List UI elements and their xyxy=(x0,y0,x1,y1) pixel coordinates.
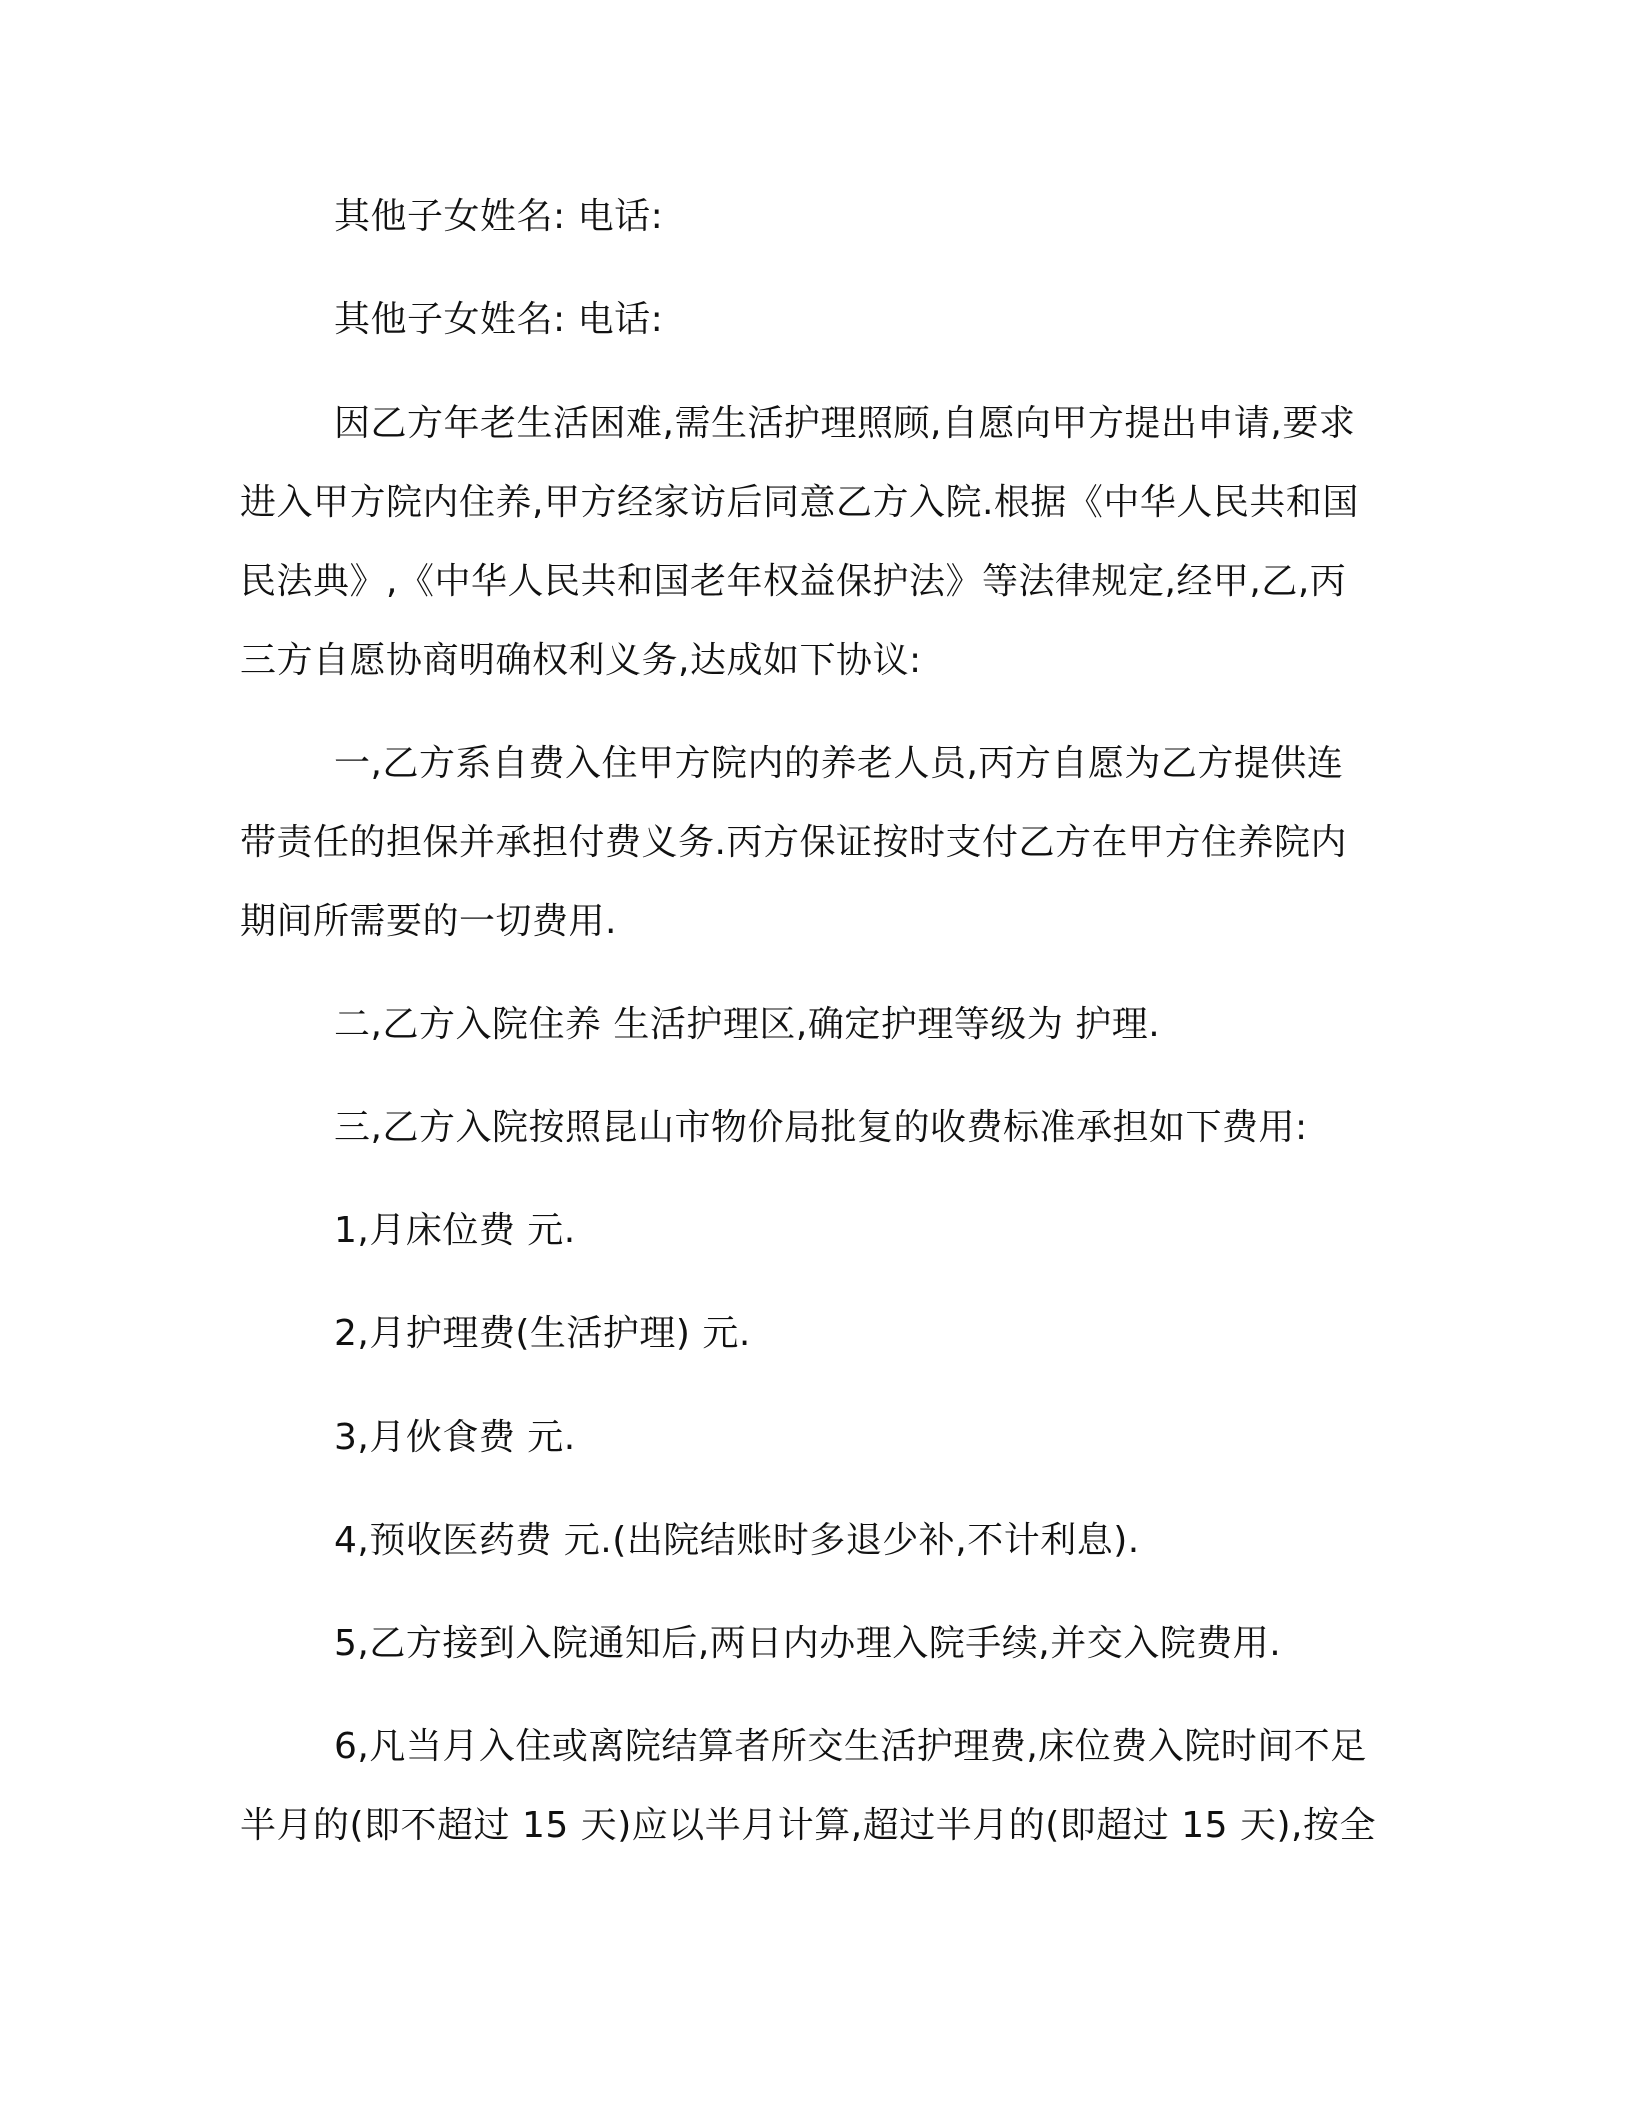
fee-item-1: 1,月床位费 元. xyxy=(334,1210,576,1251)
other-child-line-2: 其他子女姓名: 电话: xyxy=(334,299,664,340)
preamble-line-4: 三方自愿协商明确权利义务,达成如下协议: xyxy=(240,640,922,681)
fee-item-5: 5,乙方接到入院通知后,两日内办理入院手续,并交入院费用. xyxy=(334,1623,1282,1664)
clause-1-line-2: 带责任的担保并承担付费义务.丙方保证按时支付乙方在甲方住养院内 xyxy=(240,822,1347,863)
clause-2: 二,乙方入院住养 生活护理区,确定护理等级为 护理. xyxy=(334,1004,1161,1045)
clause-1-line-3: 期间所需要的一切费用. xyxy=(240,901,617,942)
clause-3: 三,乙方入院按照昆山市物价局批复的收费标准承担如下费用: xyxy=(334,1107,1308,1148)
fee-item-3: 3,月伙食费 元. xyxy=(334,1417,576,1458)
preamble-line-2: 进入甲方院内住养,甲方经家访后同意乙方入院.根据《中华人民共和国 xyxy=(240,482,1359,523)
clause-1-line-1: 一,乙方系自费入住甲方院内的养老人员,丙方自愿为乙方提供连 xyxy=(334,743,1344,784)
fee-item-2: 2,月护理费(生活护理) 元. xyxy=(334,1313,751,1354)
other-child-line-1: 其他子女姓名: 电话: xyxy=(334,196,664,237)
preamble-line-3: 民法典》,《中华人民共和国老年权益保护法》等法律规定,经甲,乙,丙 xyxy=(240,561,1347,602)
fee-item-4: 4,预收医药费 元.(出院结账时多退少补,不计利息). xyxy=(334,1520,1140,1561)
preamble-line-1: 因乙方年老生活困难,需生活护理照顾,自愿向甲方提出申请,要求 xyxy=(334,403,1356,444)
fee-item-6-line-1: 6,凡当月入住或离院结算者所交生活护理费,床位费入院时间不足 xyxy=(334,1726,1367,1767)
fee-item-6-line-2: 半月的(即不超过 15 天)应以半月计算,超过半月的(即超过 15 天),按全 xyxy=(240,1805,1376,1846)
